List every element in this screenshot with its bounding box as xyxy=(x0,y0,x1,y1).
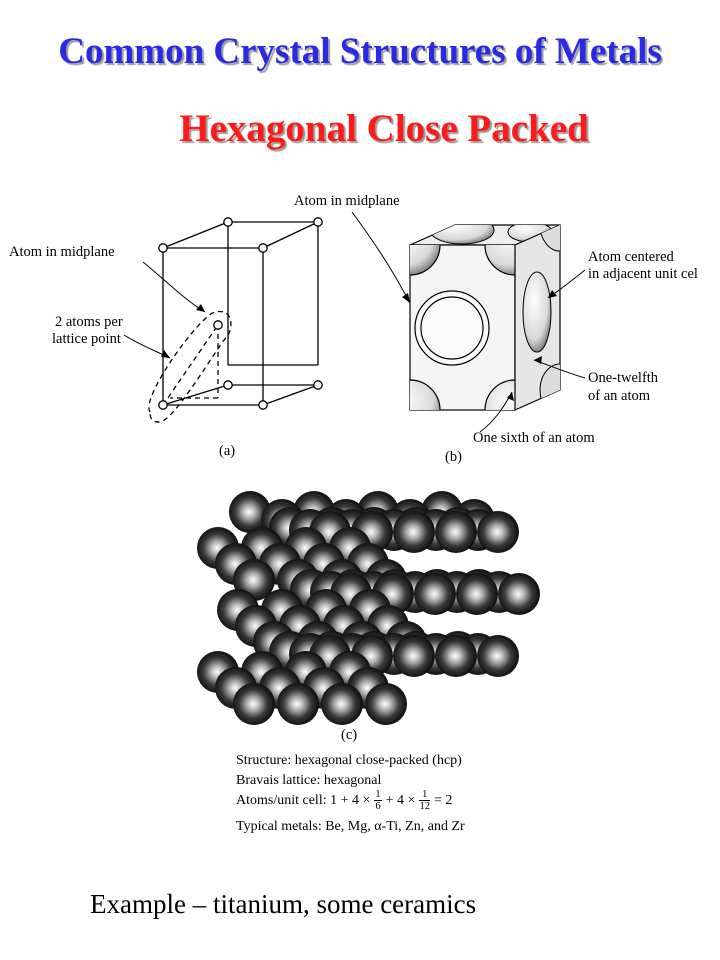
fig-a-atoms-line2: lattice point xyxy=(52,331,121,347)
fig-b-twelfth-line2: of an atom xyxy=(588,388,651,404)
fraction-one-twelfth xyxy=(419,789,430,812)
slide-caption: Example – titanium, some ceramics xyxy=(90,889,477,919)
info-atoms-prefix: Atoms/unit cell: 1 + 4 × xyxy=(236,793,371,808)
atom-sphere xyxy=(435,635,477,677)
atom-sphere xyxy=(414,573,456,615)
info-metals-prefix: Typical metals: Be, Mg, xyxy=(236,819,371,834)
fraction-one-sixth xyxy=(374,789,381,812)
atom-sphere xyxy=(393,511,435,553)
atom-sphere xyxy=(456,573,498,615)
atom-sphere xyxy=(365,683,407,725)
info-metals-suffix: -Ti, Zn, and Zr xyxy=(381,819,465,834)
fig-b-midplane-label: Atom in midplane xyxy=(294,193,400,209)
atom-sphere xyxy=(321,683,363,725)
fig-b-twelfth-line1: One-twelfth xyxy=(588,370,659,386)
fig-a-label: (a) xyxy=(219,443,236,459)
atom-sphere xyxy=(498,573,540,615)
frac2-den: 12 xyxy=(419,801,430,812)
info-lattice: Bravais lattice: hexagonal xyxy=(236,773,382,788)
info-structure: Structure: hexagonal close-packed (hcp) xyxy=(236,753,462,768)
info-atoms-per-cell xyxy=(236,789,452,812)
slide-subtitle: Hexagonal Close Packed xyxy=(179,107,589,150)
atom-sphere xyxy=(277,683,319,725)
info-metals xyxy=(236,818,465,835)
fig-b-adjacent-line1: Atom centered xyxy=(588,249,674,265)
fig-a-atoms-line1: 2 atoms per xyxy=(55,314,123,330)
fig-b-sixth-label: One sixth of an atom xyxy=(473,430,595,446)
fig-b-label: (b) xyxy=(445,449,462,465)
fig-c-label: (c) xyxy=(341,727,358,743)
atom-sphere xyxy=(477,635,519,677)
atom-sphere xyxy=(233,683,275,725)
frac2-num: 1 xyxy=(419,789,430,801)
slide-title: Common Crystal Structures of Metals xyxy=(58,31,662,72)
info-metals-alpha: α xyxy=(374,819,382,834)
atom-sphere xyxy=(435,511,477,553)
fig-b-adjacent-line2: in adjacent unit cel xyxy=(588,266,698,282)
info-atoms-mid: + 4 × xyxy=(385,793,416,808)
atom-sphere xyxy=(477,511,519,553)
frac1-num: 1 xyxy=(375,789,381,800)
frac1-den: 6 xyxy=(375,801,381,812)
fig-a-midplane-label: Atom in midplane xyxy=(9,244,115,260)
atom-sphere xyxy=(393,635,435,677)
info-atoms-suffix: = 2 xyxy=(433,793,453,808)
